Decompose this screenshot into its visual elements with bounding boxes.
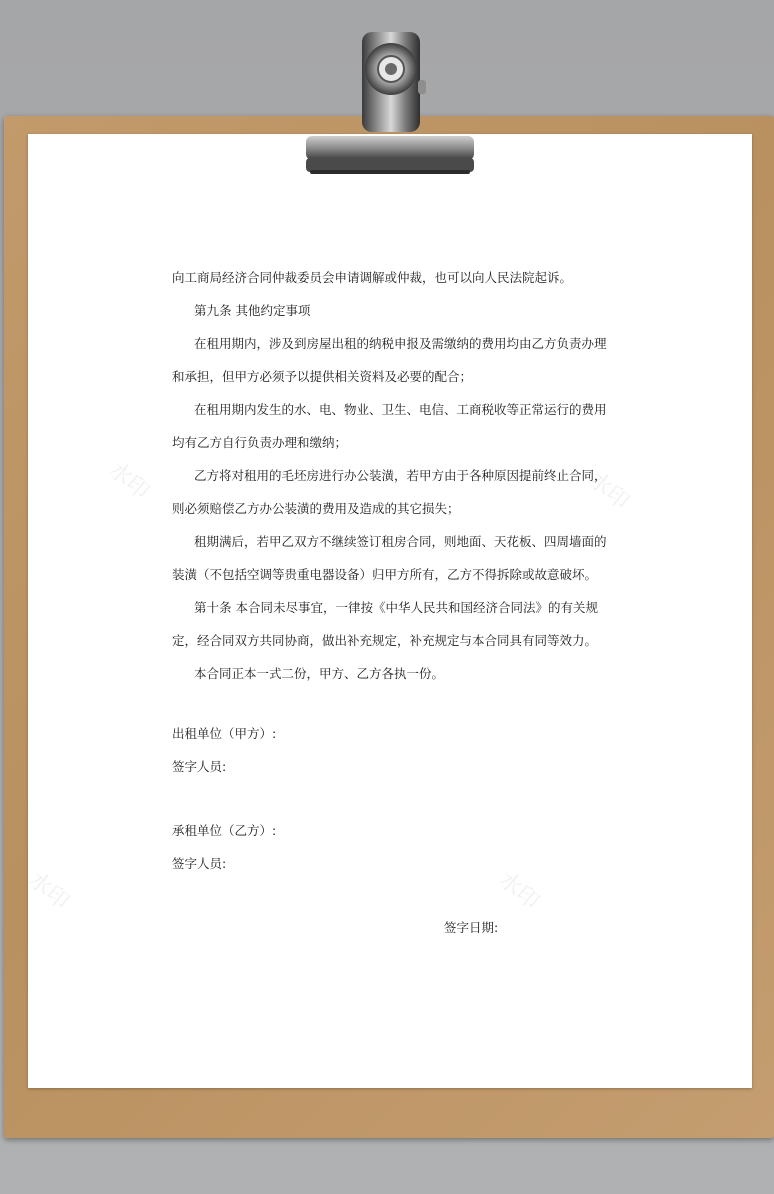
paragraph-line: 均有乙方自行负责办理和缴纳； [172,435,348,450]
sign-date-label: 签字日期: [444,920,499,935]
paragraph-line: 乙方将对租用的毛坯房进行办公装潢，若甲方由于各种原因提前终止合同， [194,468,607,483]
watermark: 水印 [583,467,634,515]
paragraph-line: 装潢（不包括空调等贵重电器设备）归甲方所有，乙方不得拆除或故意破坏。 [172,567,598,582]
article-ten-line: 第十条 本合同未尽事宜，一律按《中华人民共和国经济合同法》的有关规 [194,600,598,615]
paragraph-line: 租期满后，若甲乙双方不继续签订租房合同，则地面、天花板、四周墙面的 [194,534,607,549]
party-b-label: 承租单位（乙方）: [172,823,277,838]
paragraph-line: 在租用期内发生的水、电、物业、卫生、电信、工商税收等正常运行的费用 [194,402,607,417]
article-nine-heading: 第九条 其他约定事项 [194,303,311,318]
paragraph-line: 则必须赔偿乙方办公装潢的费用及造成的其它损失； [172,501,460,516]
binder-clip-icon [300,24,480,180]
watermark: 水印 [493,867,544,915]
party-a-label: 出租单位（甲方）: [172,726,277,741]
paragraph-line: 在租用期内，涉及到房屋出租的纳税申报及需缴纳的费用均由乙方负责办理 [194,336,607,351]
signer-a-label: 签字人员: [172,759,227,774]
paragraph-line: 定，经合同双方共同协商，做出补充规定，补充规定与本合同具有同等效力。 [172,633,598,648]
paragraph-line: 和承担，但甲方必须予以提供相关资料及必要的配合； [172,369,473,384]
signer-b-label: 签字人员: [172,856,227,871]
watermark: 水印 [23,867,74,915]
paragraph-line: 本合同正本一式二份，甲方、乙方各执一份。 [194,666,445,681]
paragraph-line: 向工商局经济合同仲裁委员会申请调解或仲裁，也可以向人民法院起诉。 [172,270,573,285]
watermark: 水印 [103,457,154,505]
